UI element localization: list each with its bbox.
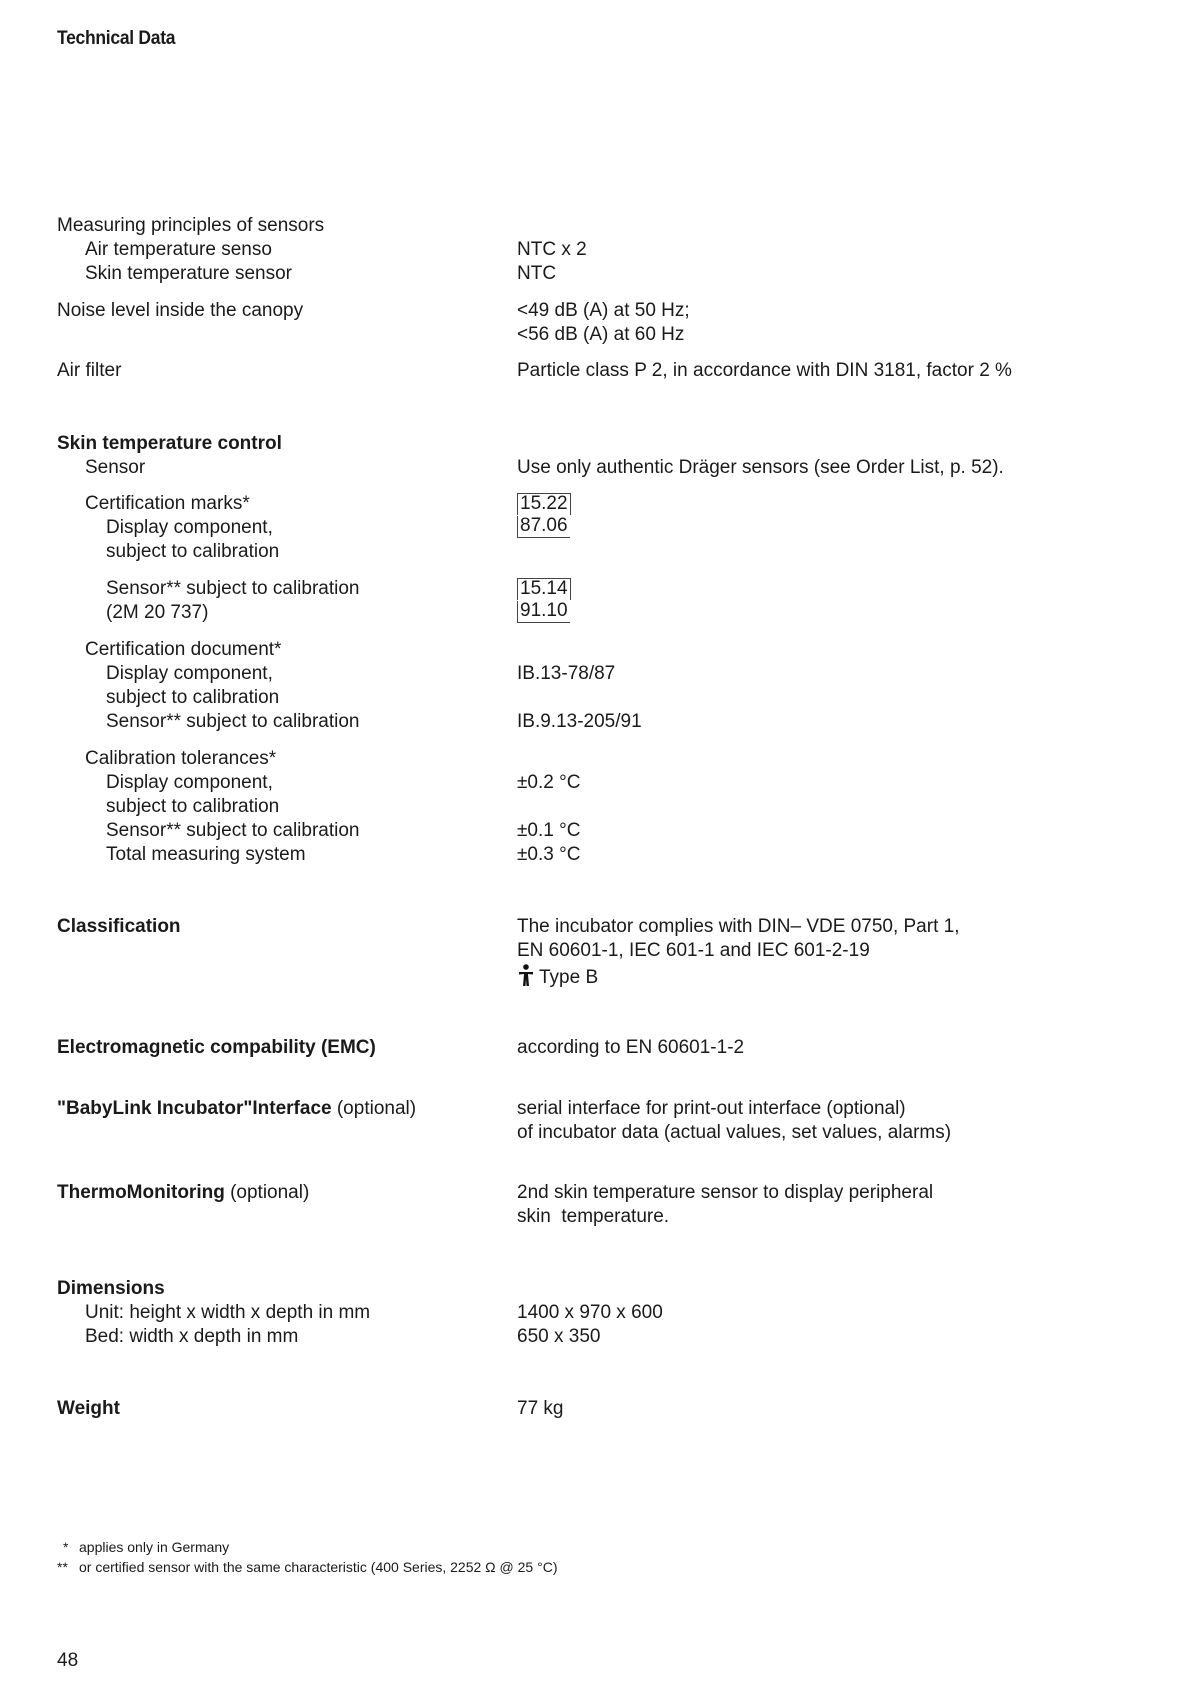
bed-dimensions-label: Bed: width x depth in mm	[85, 1326, 299, 1347]
display-mark-bottom: 87.06	[517, 516, 570, 538]
classification-type-value: Type B	[539, 967, 599, 988]
thermo-label-bold: ThermoMonitoring	[57, 1182, 225, 1203]
dimensions-heading: Dimensions	[57, 1278, 165, 1299]
tol-label: Calibration tolerances*	[85, 748, 277, 769]
sensor-cal-label-1: Sensor** subject to calibration	[106, 578, 360, 599]
emc-label: Electromagnetic compability (EMC)	[57, 1037, 376, 1058]
sensor-label: Sensor	[85, 457, 146, 478]
cert-doc-label: Certification document*	[85, 639, 282, 660]
tol-display-label-2: subject to calibration	[106, 796, 280, 817]
display-mark-bottom-wrap	[517, 514, 570, 538]
sensor-mark-top: 15.14	[517, 578, 571, 600]
tol-total-value: ±0.3 °C	[517, 844, 581, 865]
emc-value: according to EN 60601-1-2	[517, 1037, 745, 1058]
babylink-value-2: of incubator data (actual values, set values, alarms)	[517, 1122, 952, 1143]
air-sensor-value: NTC x 2	[517, 239, 587, 260]
doc-display-label-1: Display component,	[106, 663, 273, 684]
page-number: 48	[57, 1650, 79, 1671]
unit-dimensions-value: 1400 x 970 x 600	[517, 1302, 663, 1323]
noise-value-2: <56 dB (A) at 60 Hz	[517, 324, 685, 345]
air-filter-value: Particle class P 2, in accordance with DIN 3181, factor 2 %	[517, 360, 1012, 381]
tol-display-label-1: Display component,	[106, 772, 273, 793]
doc-sensor-label: Sensor** subject to calibration	[106, 711, 360, 732]
weight-label: Weight	[57, 1398, 120, 1419]
display-label-1: Display component,	[106, 517, 273, 538]
tol-sensor-value: ±0.1 °C	[517, 820, 581, 841]
thermo-label	[57, 1181, 309, 1205]
cert-marks-label: Certification marks*	[85, 493, 250, 514]
sensor-mark-top-wrap	[517, 577, 571, 601]
thermo-value-2: skin temperature.	[517, 1206, 670, 1227]
weight-value: 77 kg	[517, 1398, 564, 1419]
tol-total-label: Total measuring system	[106, 844, 306, 865]
babylink-label	[57, 1097, 416, 1121]
footnote-mark-2: **	[57, 1559, 68, 1575]
sensor-mark-bottom-wrap	[517, 599, 570, 623]
thermo-label-optional: (optional)	[224, 1182, 310, 1203]
skin-sensor-value: NTC	[517, 263, 557, 284]
air-sensor-label: Air temperature senso	[85, 239, 272, 260]
tol-display-value: ±0.2 °C	[517, 772, 581, 793]
sensor-cal-label-2: (2M 20 737)	[106, 602, 209, 623]
doc-display-value: IB.13-78/87	[517, 663, 616, 684]
classification-label: Classification	[57, 916, 181, 937]
footnote-text-1: applies only in Germany	[79, 1539, 230, 1555]
babylink-label-optional: (optional)	[331, 1098, 417, 1119]
skin-control-heading: Skin temperature control	[57, 433, 282, 454]
sensor-value: Use only authentic Dräger sensors (see Order List, p. 52).	[517, 457, 1004, 478]
footnote-mark-1: *	[63, 1539, 69, 1555]
babylink-label-bold: "BabyLink Incubator"Interface	[57, 1098, 332, 1119]
doc-display-label-2: subject to calibration	[106, 687, 280, 708]
doc-sensor-value: IB.9.13-205/91	[517, 711, 642, 732]
page-header-title: Technical Data	[57, 28, 176, 49]
display-mark-top: 15.22	[517, 493, 571, 515]
footnote-text-2: or certified sensor with the same characteristic (400 Series, 2252 Ω @ 25 °C)	[79, 1559, 558, 1575]
tol-sensor-label: Sensor** subject to calibration	[106, 820, 360, 841]
sensor-mark-bottom: 91.10	[517, 601, 570, 623]
classification-value-1: The incubator complies with DIN– VDE 0750, Part 1,	[517, 916, 960, 937]
classification-value-2: EN 60601-1, IEC 601-1 and IEC 601-2-19	[517, 940, 870, 961]
skin-sensor-label: Skin temperature sensor	[85, 263, 292, 284]
air-filter-label: Air filter	[57, 360, 122, 381]
sensors-heading: Measuring principles of sensors	[57, 215, 325, 236]
noise-label: Noise level inside the canopy	[57, 300, 304, 321]
display-label-2: subject to calibration	[106, 541, 280, 562]
classification-type-row	[517, 963, 598, 994]
type-b-person-icon	[517, 963, 535, 994]
thermo-value-1: 2nd skin temperature sensor to display peripheral	[517, 1182, 934, 1203]
display-mark-top-wrap	[517, 492, 571, 516]
noise-value-1: <49 dB (A) at 50 Hz;	[517, 300, 690, 321]
babylink-value-1: serial interface for print-out interface (optional)	[517, 1098, 906, 1119]
bed-dimensions-value: 650 x 350	[517, 1326, 601, 1347]
unit-dimensions-label: Unit: height x width x depth in mm	[85, 1302, 371, 1323]
